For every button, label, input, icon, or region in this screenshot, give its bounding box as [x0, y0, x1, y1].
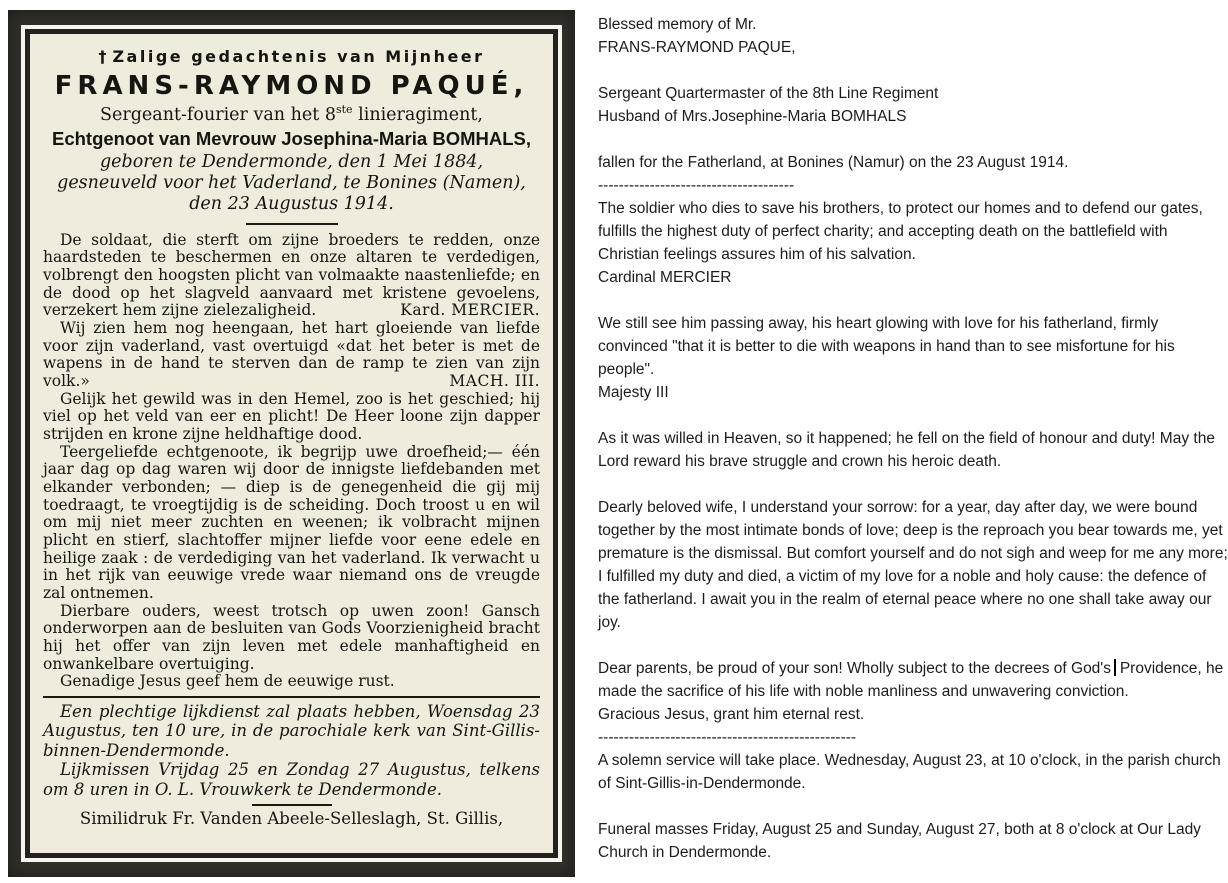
- cross-icon: †: [98, 47, 107, 66]
- rank-text-post: linieragiment,: [352, 104, 483, 125]
- translation-majesty-quote[interactable]: We still see him passing away, his heart glowing with love for his fatherland, firmly convinced "that it is better to die with weapons in hand than to see misfortune for his people".: [598, 315, 1175, 378]
- card-intro-text: Zalige gedachtenis van Mijnheer: [112, 47, 485, 66]
- translation-wife-paragraph[interactable]: Dearly beloved wife, I understand your sorrow: for a year, day after day, we were bound together by the most intimate bonds of love; deep is the reproach you bear towards me, yet premature is the dismissal. But comfort yourself and do not sigh and weep for me any more; I fulfilled my duty and died, a victim of my love for a noble and holy cause: the defence of the fatherland. I await you in the realm of eternal peace where no one shall take away our joy.: [598, 499, 1228, 631]
- memorial-card-scan: [8, 10, 575, 877]
- translation-mercier-attrib[interactable]: Cardinal MERCIER: [598, 269, 732, 286]
- card-paragraph-heaven: Gelijk het gewild was in den Hemel, zoo is het geschied; hij viel op het veld van eer en plicht! De Heer loone zijn dapper strijden en krone zijne heldhaftige dood.: [43, 389, 540, 444]
- translation-separator-2[interactable]: --------------------------------------------------: [598, 729, 857, 746]
- card-masses-notice: Lijkmissen Vrijdag 25 en Zondag 27 Augustus, telkens om 8 uren in O. L. Vrouwkerk te Dendermonde.: [43, 760, 540, 799]
- translation-panel[interactable]: [598, 10, 1228, 877]
- card-white-frame: [21, 25, 562, 862]
- card-paragraph-majesty: [43, 320, 540, 391]
- card-attrib-majesty: MACH. III.: [449, 372, 540, 391]
- translation-rank-line[interactable]: Sergeant Quartermaster of the 8th Line Regiment: [598, 85, 939, 102]
- card-born-line: geboren te Dendermonde, den 1 Mei 1884,: [99, 151, 484, 172]
- rank-text-pre: Sergeant-fourier van het 8: [100, 104, 336, 125]
- translation-separator-1[interactable]: --------------------------------------: [598, 177, 795, 194]
- card-paragraph-parents: Dierbare ouders, weest trotsch op uwen zoon! Gansch onderworpen aan de besluiten van Gods Voorzienigheid bracht hij het offer van zijn leven met edele manhaftigheid en onwankelbare overtuiging.: [43, 601, 540, 673]
- card-attrib-mercier: Kard. MERCIER.: [400, 301, 540, 320]
- translation-service-paragraph[interactable]: A solemn service will take place. Wednesday, August 23, at 10 o'clock, in the parish church of Sint-Gillis-in-Dendermonde.: [598, 752, 1221, 792]
- card-divider-short: [246, 223, 338, 225]
- card-divider-full: [43, 696, 540, 698]
- card-fallen-date-line: den 23 Augustus 1914.: [189, 193, 394, 214]
- card-paragraph-mercier-text: De soldaat, die sterft om zijne broeders te redden, onze haardsteden te beschermen en onze altaren te verdedigen, volbrengt den hoogsten plicht van volmaakte naastenliefde; en de dood op het slagveld aanvaard met kristene gevoelens, verzekert hem zijne zielezaligheid.: [43, 230, 540, 320]
- card-rank-line: [43, 103, 540, 125]
- card-paper: [25, 29, 558, 858]
- card-spouse-line: Echtgenoot van Mevrouw Josephina-Maria BOMHALS,: [51, 127, 531, 149]
- translation-husband-line[interactable]: Husband of Mrs.Josephine-Maria BOMHALS: [598, 108, 907, 125]
- translation-jesus-line[interactable]: Gracious Jesus, grant him eternal rest.: [598, 706, 865, 723]
- card-printer-line: Similidruk Fr. Vanden Abeele-Selleslagh, St. Gillis,: [79, 809, 504, 829]
- translation-heaven-paragraph[interactable]: As it was willed in Heaven, so it happened; he fell on the field of honour and duty! May the Lord reward his brave struggle and crown his heroic death.: [598, 430, 1215, 470]
- card-divider-printer: [252, 804, 332, 806]
- rank-ordinal-suffix: ste: [335, 103, 353, 116]
- card-paragraph-mercier: [43, 232, 540, 320]
- translation-name-line[interactable]: FRANS-RAYMOND PAQUE,: [598, 39, 796, 56]
- translation-parents-paragraph[interactable]: [598, 657, 1228, 703]
- card-fallen-place-line: gesneuveld voor het Vaderland, te Bonines (Namen),: [57, 172, 526, 193]
- translation-memory-line[interactable]: Blessed memory of Mr.: [598, 16, 757, 33]
- translation-fallen-line[interactable]: fallen for the Fatherland, at Bonines (Namur) on the 23 August 1914.: [598, 154, 1069, 171]
- translation-mercier-quote[interactable]: The soldier who dies to save his brothers, to protect our homes and to defend our gates, fulfills the highest duty of perfect charity; and accepting death on the battlefield with Christian feelings assures him of his salvation.: [598, 200, 1203, 263]
- deceased-name: FRANS-RAYMOND PAQUÉ,: [54, 71, 529, 101]
- card-service-notice: Een plechtige lijkdienst zal plaats hebben, Woensdag 23 Augustus, ten 10 ure, in de parochiale kerk van Sint-Gillis-binnen-Dendermonde.: [43, 701, 540, 760]
- translation-masses-paragraph[interactable]: Funeral masses Friday, August 25 and Sunday, August 27, both at 8 o'clock at Our Lady Church in Dendermonde.: [598, 821, 1201, 861]
- card-intro-line: [43, 47, 540, 66]
- translation-majesty-attrib[interactable]: Majesty III: [598, 384, 669, 401]
- translation-parents-text-before: Dear parents, be proud of your son! Wholly subject to the decrees of God's: [598, 660, 1112, 677]
- card-paragraph-wife: Teergeliefde echtgenoote, ik begrijp uwe droefheid;— één jaar dag op dag waren wij door de innigste liefdebanden met elkander verbonden; — diep is de genegenheid die gij mij toedraagt, te vroegtijdig is de scheiding. Doch troost u en wil om mij niet meer zuchten en weenen; ik volbracht mijnen plicht en stierf, slachtoffer mijner liefde voor eene edele en heilige zaak : de verdediging van het vaderland. Ik verwacht u in het rijk van eeuwige vrede waar niemand ons de vreugde zal ontnemen.: [43, 442, 540, 602]
- card-paragraph-majesty-text: Wij zien hem nog heengaan, het hart gloeiende van liefde voor zijn vaderland, vast overtuigd «dat het beter is met de wapens in de hand te sterven dan de ramp te zien van zijn volk.»: [43, 319, 540, 391]
- card-paragraph-jesus: Genadige Jesus geef hem de eeuwige rust.: [60, 672, 395, 691]
- translation-parents-text-after: Providence, he made the sacrifice of his life with noble manliness and unwavering conviction.: [598, 660, 1224, 700]
